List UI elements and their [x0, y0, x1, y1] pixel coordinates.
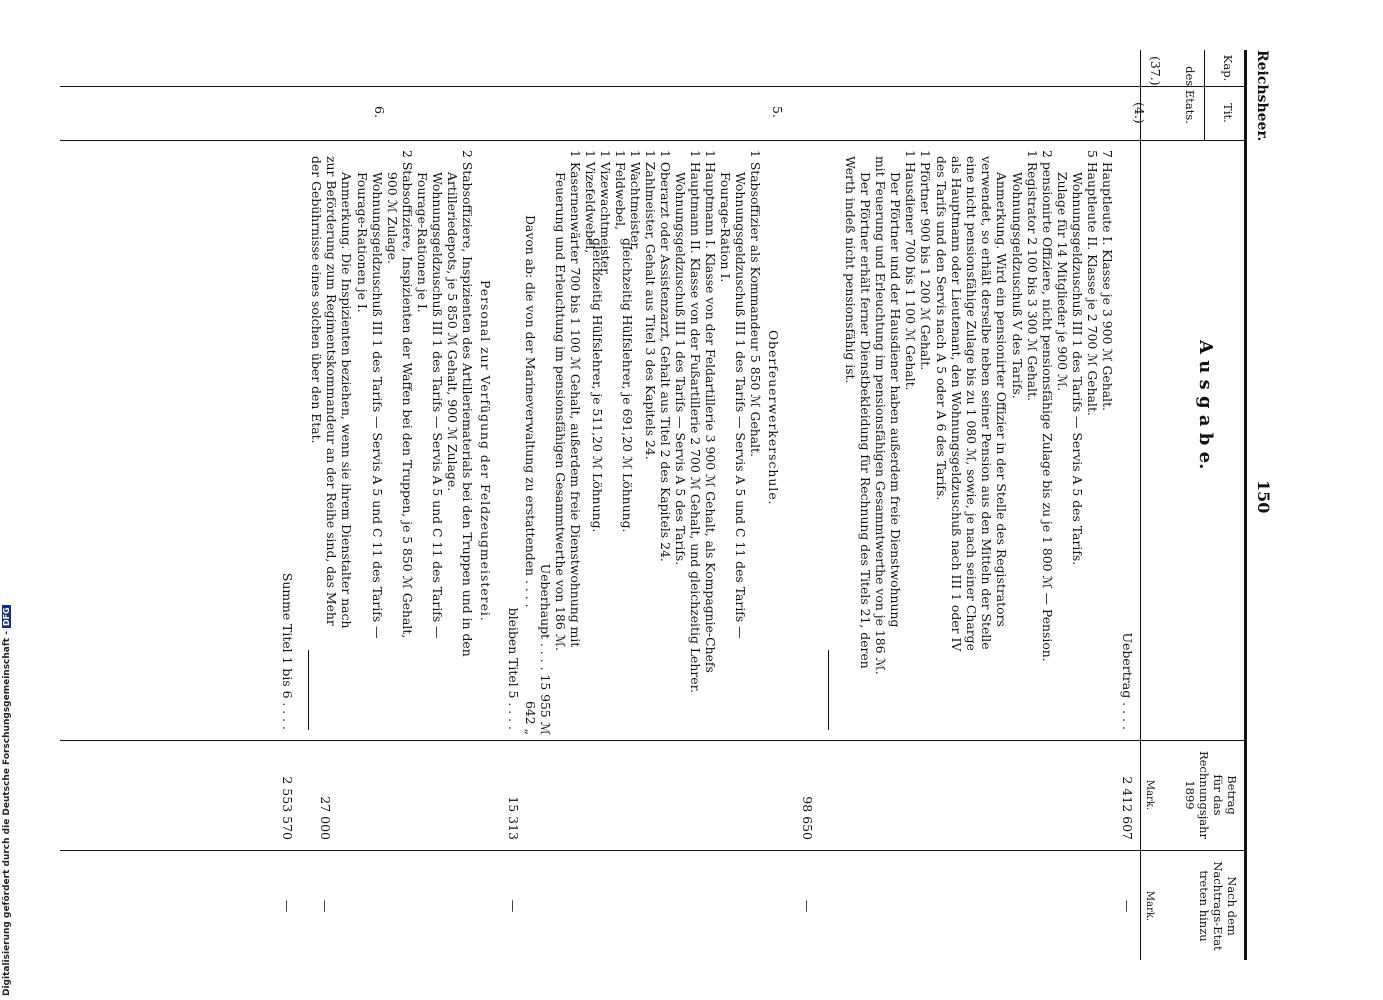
rule-betrag-right: [60, 850, 1245, 851]
b6-heading: Personal zur Verfügung der Feldzeugmeisterei.: [478, 280, 493, 622]
b4-note: Der Pförtner und der Hausdiener haben außerdem freie Dienstwohnung: [888, 172, 903, 628]
uebertrag-amount: 2 412 607: [1120, 776, 1135, 840]
summe-nach: —: [280, 899, 295, 913]
running-head: Reichsheer.: [1254, 50, 1270, 142]
header-kap: Kap.: [1221, 54, 1235, 82]
b4-note: Der Pförtner erhält ferner Dienstbekleidung für Rechnung des Titels 21, deren: [858, 172, 873, 669]
b6-line: Fourage-Rationen je I.: [415, 172, 430, 313]
b5-line: Feuerung und Erleuchtung im pensionsfähigen Gesammtwerthe von 186 ℳ.: [553, 172, 568, 651]
b4-note: mit Feuerung und Erleuchtung im pensionsfähigen Gesammtwerthe von je 186 ℳ.: [873, 156, 888, 675]
uebertrag-nach: —: [1120, 899, 1135, 913]
header-betrag-4: 1899: [1183, 780, 1197, 810]
b4-note: des Tarifs und den Servis nach A 5 oder A 6 des Tarifs.: [934, 156, 949, 501]
b6-nach: —: [318, 899, 333, 913]
credit-text: Digitalisierung gefördert durch die Deutsche Forschungsgemeinschaft -: [2, 631, 12, 996]
b5-amount: 15 313: [506, 796, 521, 840]
b4-note: verwendet, so erhält derselbe neben seiner Pension aus den Mitteln der Stelle: [979, 156, 994, 650]
b5-line: 1 Hauptmann I. Klasse von der Feldartillerie 3 900 ℳ Gehalt, als Kompagnie-Chefs: [703, 150, 718, 673]
header-tit: Tit.: [1221, 103, 1235, 123]
b5-line: 1 Hauptmann II. Klasse von der Fußartillerie 2 700 ℳ Gehalt, und gleichzeitig Lehrer.: [688, 150, 703, 694]
b4-line: Wohnungsgeldzuschuß III 1 des Tarifs — Servis A 5 des Tarifs.: [1070, 172, 1085, 566]
b4-note: als Hauptmann oder Lieutenant, den Wohnungsgeldzuschuß nach III 1 oder IV: [949, 156, 964, 652]
b4-line: 1 Hausdiener 700 bis 1 100 ℳ Gehalt.: [903, 150, 918, 391]
b4-total-rule: [828, 650, 829, 730]
tit6-label: 6.: [372, 106, 387, 118]
b5-line: 1 Feldwebel,: [613, 150, 628, 231]
summe-amount: 2 553 570: [280, 776, 295, 840]
b5-line: 1 Zahlmeister, Gehalt aus Titel 3 des Kapitels 24.: [643, 150, 658, 460]
b6-line: 900 ℳ Zulage.: [385, 172, 400, 264]
rule-kap-vert: [60, 86, 1245, 87]
header-betrag-3: Rechnungsjahr: [1197, 750, 1211, 840]
b6-note: Anmerkung. Die Inspizienten beziehen, wenn sie ihrem Dienstalter nach: [339, 172, 354, 629]
summe-label: Summe Titel 1 bis 6 . . . .: [280, 572, 295, 730]
rule-header-bottom: [1140, 50, 1141, 960]
b5-line: 1 Oberarzt oder Assistenzarzt, Gehalt aus Titel 2 des Kapitels 24.: [658, 150, 673, 562]
b6-total-rule: [308, 650, 309, 730]
b4-line: 1 Pförtner 900 bis 1 200 ℳ Gehalt.: [918, 150, 933, 371]
b5-brace-text: gleichzeitig Hülfslehrer, je 511,20 ℳ Löhnung.: [590, 238, 605, 533]
rule-tit-vert: [60, 140, 1245, 141]
digitization-credit: [2, 605, 12, 996]
b6-line: Artilleriedepots, je 5 850 ℳ Gehalt, 900 ℳ Zulage.: [445, 172, 460, 492]
page-number: 150: [1254, 480, 1273, 514]
b4-line: 5 Hauptleute II. Klasse je 2 700 ℳ Gehalt.: [1085, 150, 1100, 416]
b4-note: Werth indeß nicht pensionsfähig ist.: [843, 156, 858, 384]
b6-line: Wohnungsgeldzuschuß III 1 des Tarifs — Servis A 5 und C 11 des Tarifs —: [430, 172, 445, 639]
rotated-page: [60, 50, 1275, 980]
b6-line: 2 Stabsoffiziere, Inspizienten des Artilleriematerials bei den Truppen und in den: [460, 150, 475, 657]
b4-line: 7 Hauptleute I. Klasse je 3 900 ℳ Gehalt.: [1100, 150, 1115, 411]
b6-note: zur Beförderung zum Regimentskommandeur an der Reihe sind, das Mehr: [324, 156, 339, 626]
b4-amount: 98 650: [800, 796, 815, 840]
header-nach-1: Nach dem: [1225, 876, 1239, 936]
uebertrag-label: Uebertrag . . . .: [1120, 632, 1135, 730]
b4-note: eine nicht pensionsfähige Zulage bis zu 1 080 ℳ, sowie, je nach seiner Charge: [964, 156, 979, 651]
b5-ueberhaupt: Ueberhaupt . . . . 15 955 ℳ: [538, 563, 553, 735]
b6-line: Fourage-Rationen je I.: [355, 172, 370, 313]
b4-nach: —: [800, 899, 815, 913]
b6-line: Wohnungsgeldzuschuß III 1 des Tarifs — Servis A 5 und C 11 des Tarifs —: [370, 172, 385, 639]
b5-line: Wohnungsgeldzuschuß III 1 des Tarifs — Servis A 5 und C 11 des Tarifs —: [733, 172, 748, 639]
b6-note: der Gebührnisse eines solchen über den Etat.: [309, 156, 324, 444]
b5-brace-text: gleichzeitig Hülfslehrer, je 691,20 ℳ Löhnung.: [620, 238, 635, 533]
b5-line: 1 Wachtmeister,: [628, 150, 643, 251]
b5-line: Fourage-Ration I.: [718, 172, 733, 283]
b5-davon: Davon ab: die von der Marineverwaltung zu erstattenden . . . .: [523, 215, 538, 608]
b4-note: Anmerkung. Wird ein pensionirter Offizier in der Stelle des Registrators: [994, 172, 1009, 627]
header-title: A u s g a b e.: [1195, 340, 1216, 470]
header-nach-2: Nachtrags-Etat: [1211, 861, 1225, 951]
b5-heading: Oberfeuerwerkerschule.: [766, 330, 781, 506]
b6-line: 2 Stabsoffiziere, Inspizienten der Waffen bei den Truppen, je 5 850 ℳ Gehalt,: [400, 150, 415, 639]
b4-line: Wohnungsgeldzuschuß V des Tarifs.: [1010, 172, 1025, 399]
rule-top: [1244, 50, 1247, 960]
unit-mark-1: Mark.: [1144, 779, 1155, 811]
b4-line: 2 pensionirte Offiziere, nicht pensionsfähige Zulage bis zu je 1 800 ℳ — Pension.: [1040, 150, 1055, 662]
b4-line: 1 Registrator 2 100 bis 3 300 ℳ Gehalt.: [1025, 150, 1040, 402]
tit-label: (4.): [1132, 102, 1147, 124]
b5-line: 1 Kasernenwärter 700 bis 1 100 ℳ Gehalt, außerdem freie Dienstwohnung mit: [568, 150, 583, 648]
b4-line: Zulage für 14 Mitglieder je 900 ℳ.: [1055, 172, 1070, 392]
header-des-etats: des Etats.: [1183, 66, 1197, 124]
kap-label: (37.): [1148, 56, 1163, 86]
b5-bleiben: bleiben Titel 5 . . . .: [506, 607, 521, 730]
dfg-logo: DFG: [2, 607, 11, 627]
header-betrag-2: für das: [1211, 774, 1225, 816]
b5-line: 1 Vizefeldwebel,: [583, 150, 598, 254]
tit5-label: 5.: [770, 106, 785, 118]
header-nach-3: treten hinzu: [1197, 870, 1211, 942]
b5-line: 1 Stabsoffizier als Kommandeur 5 850 ℳ Gehalt.: [748, 150, 763, 457]
rule-betrag-left: [60, 740, 1245, 741]
b5-nach: —: [506, 899, 521, 913]
b5-line: 1 Vizewachtmeister,: [598, 150, 613, 277]
header-betrag-1: Betrag: [1225, 775, 1239, 815]
b6-amount: 27 000: [318, 796, 333, 840]
b5-line: Wohnungsgeldzuschuß III 1 des Tarifs — Servis A 5 des Tarifs.: [673, 172, 688, 566]
rule-kap-divider: [1204, 50, 1205, 140]
b5-davon-value: 642 „: [523, 700, 538, 735]
unit-mark-2: Mark.: [1144, 890, 1155, 922]
